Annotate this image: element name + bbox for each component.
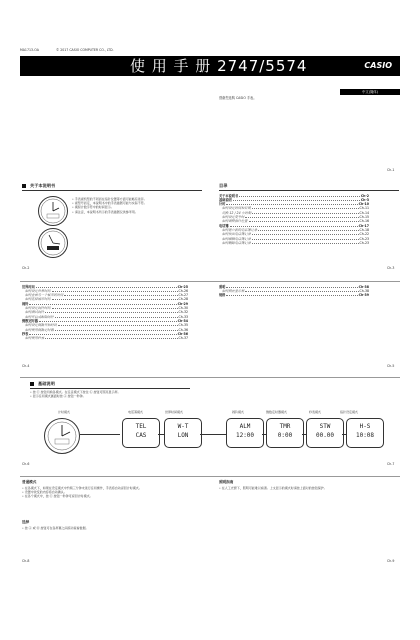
toc-item[interactable]: 世界时间 Ch-25 [22,284,188,289]
toc-item[interactable]: 如何设定闹铃时间 Ch-30 [25,306,188,311]
toc-item[interactable]: 照明 Ch-38 [219,284,369,289]
page-number-ch8: Ch-8 [22,559,30,563]
toc-item[interactable]: 如何编辑电话簿记录 Ch-23 [222,236,369,241]
toc-item[interactable]: 闹铃 Ch-29 [22,301,188,306]
toc-item[interactable]: 如何使用倒数定时器 Ch-36 [25,327,188,332]
lcd-display: W-T LON [164,418,202,448]
title-bar [20,56,400,76]
lcd-display: TEL CAS [122,418,160,448]
page-number-ch6: Ch-6 [22,462,30,466]
mode-label-timer: 倒数定时器模式 [266,410,288,414]
watch-face-icon [39,197,67,225]
toc-item[interactable]: 秒表 Ch-36 [22,331,188,336]
toc-left-list [22,284,188,340]
heading-bullet-icon [30,382,34,386]
heading-bullet-icon [22,184,26,188]
toc-item[interactable]: 关于本说明书 Ch-2 [219,193,369,198]
toc-item[interactable]: 电话簿 Ch-17 [219,223,369,228]
copyright: © 2017 CASIO COMPUTER CO., LTD. [56,48,114,52]
basics-heading-label: 基础说明 [38,381,55,386]
about-bullet: • 请注意，本说明书所示的手表插图仅供参考用。 [72,209,138,214]
mode-label-stopwatch: 秒表模式 [309,410,322,414]
toc-item[interactable]: 如何设定时间和日期 Ch-11 [222,206,369,211]
basics-rule [30,388,190,389]
toc-item[interactable]: 如何选择城市时间 Ch-28 [25,297,188,302]
lcd-display: TMR 0:00 [266,418,304,448]
divider [20,281,400,282]
contents-heading [219,183,227,189]
contents-list [219,193,369,245]
basics-heading [30,381,55,387]
toc-item[interactable]: 如何找出电话簿记录 Ch-22 [222,232,369,237]
divider [20,377,400,378]
page-number-ch5: Ch-5 [387,364,395,368]
about-bullet: • 手表视机型的不同而在指针位置等方面可能略有差异。 [72,197,147,201]
general-sub-bullet: • 按 Ⓐ 或 Ⓓ 按钮可在各屏幕之间滚动查看数据。 [22,526,89,530]
about-heading [22,183,55,189]
watch-illustration-1 [38,196,68,226]
page-number-ch7: Ch-7 [387,462,395,466]
page-number-ch4: Ch-4 [22,364,30,368]
general-bullets [22,486,192,499]
mode-label-timekeeping: 计时模式 [58,410,71,414]
basics-bullet: • 显示任何模式画面时按 Ⓐ 按钮一秒钟。 [30,394,86,399]
toc-item[interactable]: 如何测试闹铃 Ch-32 [25,310,188,315]
divider [20,476,400,477]
page-title: 使 用 手 册 2747/5574 [130,57,308,75]
basics-bullet: • 按 Ⓒ 按钮切换各模式。在任意模式下按住 Ⓛ 按钮可照亮显示屏。 [30,390,121,394]
toc-item[interactable]: 如何开启或解除闹铃 Ch-33 [25,314,188,319]
toc-item[interactable]: 如何设定倒数开始时间 Ch-35 [25,323,188,328]
toc-item[interactable]: 如何删除电话簿记录 Ch-23 [222,240,369,245]
toc-item[interactable]: 倒数定时器 Ch-34 [22,318,188,323]
basics-bullets [30,390,195,398]
toc-item[interactable]: 基础说明 Ch-3 [219,197,369,202]
toc-item[interactable]: 规格 Ch-39 [219,293,369,298]
toc-item[interactable]: 计时 Ch-10 [219,202,369,207]
language-tag: 中文(简体) [340,89,400,95]
watch-illustration-2 [38,228,68,258]
about-bullet: • 视型号而定，本说明书中的手表插图可能与实际不符。 [72,201,147,206]
toc-item[interactable]: 如何照亮显示屏 Ch-38 [222,288,369,293]
about-bullets [72,197,200,214]
contents-rule [219,190,399,191]
lighting-text: • 在人工光源下，照明可能难以看清。上文显示的模式时请按上面对的按钮保护。 [219,486,327,490]
toc-right-list [219,284,369,297]
mode-label-alarm: 闹铃模式 [232,410,245,414]
toc-item[interactable]: 如何设定夏令时 Ch-15 [222,215,369,220]
general-bullet: • 在各个模式中，按 Ⓒ 按钮一秒钟可返回计时模式。 [22,494,93,499]
toc-item[interactable]: 如何设定世界时间 Ch-26 [25,288,188,293]
mode-label-worldtime: 世界时间模式 [165,410,184,414]
casio-logo: CASIO [364,61,392,70]
lcd-display: STW 00.00 [306,418,344,448]
flow-arrow [200,434,226,435]
intro-text: 感谢您选购 CASIO 手表。 [219,96,257,100]
model-code: MA1713-OA [20,48,39,52]
general-heading: 普通模式 [22,480,37,484]
watch-face-icon [45,419,79,453]
lcd-display: ALM 12:00 [226,418,264,448]
watch-illustration-basics [44,418,80,454]
about-bullet: • 模拟计数字符中的时间显示。 [72,205,114,210]
toc-item[interactable]: 切换 12 / 24 小时制 Ch-14 [222,210,369,215]
page-number-ch2: Ch-2 [22,266,30,270]
flow-arrow [80,434,120,435]
toc-item[interactable]: 如何调整指针位置 Ch-16 [222,219,369,224]
general-bullet: • 在各模式下，如果在设定模式中约两三分钟未进行任何操作，手表将自动返回计时模式。 [22,486,142,490]
toc-item[interactable]: 如何建立新的电话簿记录 Ch-18 [222,227,369,232]
watch-face-icon [39,229,67,257]
contents-heading-label: 目录 [219,183,228,188]
general-sub-heading: 选择 [22,520,30,524]
toc-item[interactable]: 如何查看另一个城市的时间 Ch-27 [25,293,188,298]
mode-label-telememo: 电话簿模式 [128,410,144,414]
page-number-ch1: Ch-1 [387,168,395,172]
mode-label-hand-setting: 指针设定模式 [340,410,359,414]
lcd-display: H-S 10:08 [346,418,384,448]
toc-item[interactable]: 如何使用秒表 Ch-37 [25,336,188,341]
general-bullet: • 设置中改变的内容将自动确认。 [22,490,67,495]
lighting-heading: 照明指南 [219,480,234,484]
about-heading-label: 关于本说明书 [30,183,56,188]
page-number-ch3: Ch-3 [387,266,395,270]
about-rule [22,190,202,191]
page-number-ch9: Ch-9 [387,559,395,563]
